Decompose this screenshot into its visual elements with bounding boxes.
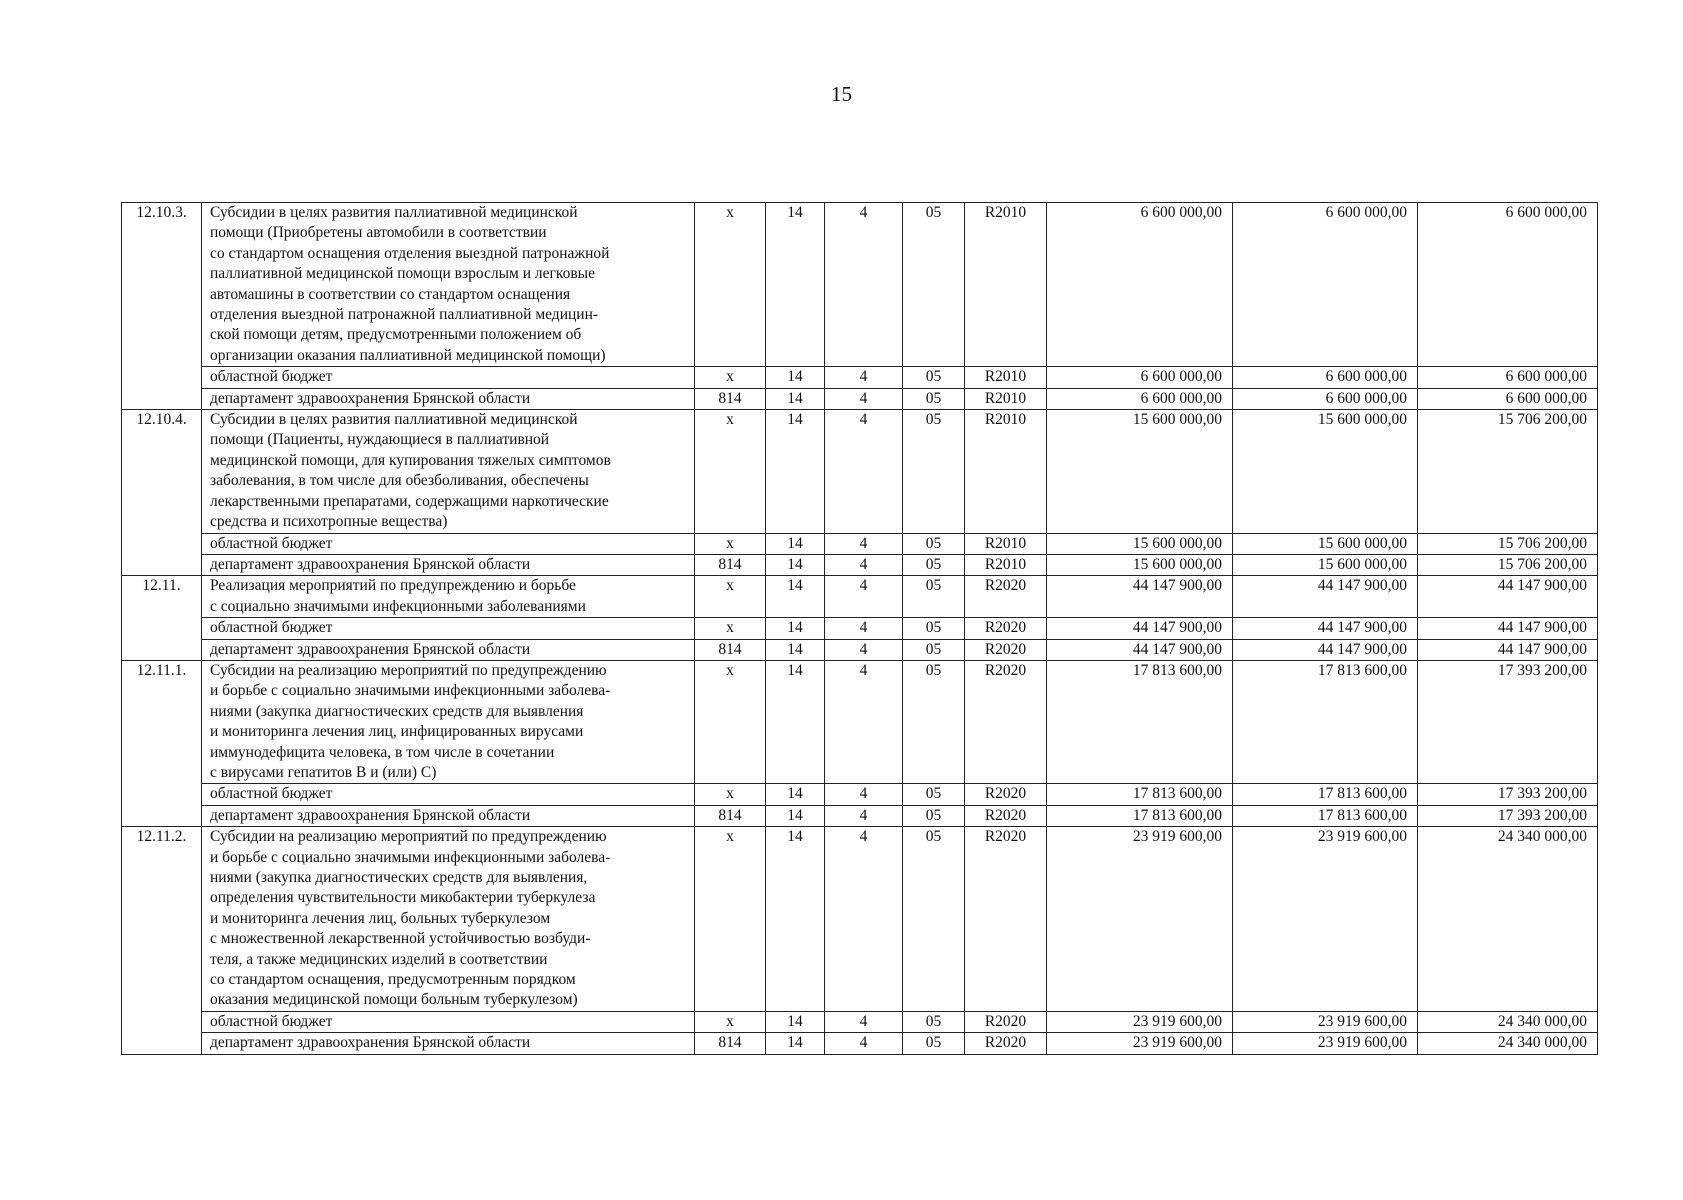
amount-year1-cell: 17 813 600,00 bbox=[1047, 660, 1233, 783]
amount-year1-cell: 17 813 600,00 bbox=[1047, 805, 1233, 826]
grbs-cell: 814 bbox=[695, 639, 766, 660]
description-cell bbox=[202, 784, 695, 805]
pr-cell: 4 bbox=[825, 533, 903, 554]
grbs-cell: 814 bbox=[695, 805, 766, 826]
description-line: департамент здравоохранения Брянской области bbox=[210, 555, 531, 573]
amount-year1-cell: 6 600 000,00 bbox=[1047, 203, 1233, 367]
amount-year2-cell: 44 147 900,00 bbox=[1233, 618, 1418, 639]
description-cell bbox=[202, 533, 695, 554]
rz-cell: 14 bbox=[766, 576, 825, 618]
amount-year1-cell: 15 600 000,00 bbox=[1047, 533, 1233, 554]
pr-cell: 4 bbox=[825, 203, 903, 367]
description-cell bbox=[202, 639, 695, 660]
amount-year3-cell: 44 147 900,00 bbox=[1418, 639, 1598, 660]
table-row bbox=[122, 1033, 1598, 1054]
grbs-cell: х bbox=[695, 203, 766, 367]
amount-year1-cell: 23 919 600,00 bbox=[1047, 827, 1233, 1012]
table-row bbox=[122, 618, 1598, 639]
pr-cell: 4 bbox=[825, 410, 903, 533]
amount-year2-cell: 15 600 000,00 bbox=[1233, 410, 1418, 533]
mp-cell: 05 bbox=[903, 533, 965, 554]
mp-cell: 05 bbox=[903, 388, 965, 409]
description-line: оказания медицинской помощи больным туберкулезом) bbox=[210, 991, 578, 1009]
amount-year3-cell: 17 393 200,00 bbox=[1418, 784, 1598, 805]
description-line: департамент здравоохранения Брянской области bbox=[210, 640, 531, 658]
description-line: лекарственными препаратами, содержащими наркотические bbox=[210, 492, 609, 510]
description-line: отделения выездной патронажной паллиативной медицин- bbox=[210, 306, 599, 324]
row-index-cell: 12.11. bbox=[122, 576, 202, 661]
description-line: ниями (закупка диагностических средств для выявления, bbox=[210, 869, 588, 886]
description-cell bbox=[202, 554, 695, 575]
mp-cell: 05 bbox=[903, 367, 965, 388]
rz-cell: 14 bbox=[766, 660, 825, 783]
table-row bbox=[122, 367, 1598, 388]
target-article-cell: R2010 bbox=[965, 203, 1047, 367]
amount-year2-cell: 23 919 600,00 bbox=[1233, 1033, 1418, 1054]
description-line: и борьбе с социально значимыми инфекционными заболева- bbox=[210, 848, 611, 866]
amount-year2-cell: 23 919 600,00 bbox=[1233, 827, 1418, 1012]
description-line: департамент здравоохранения Брянской области bbox=[210, 389, 531, 407]
row-index-cell: 12.11.2. bbox=[122, 827, 202, 1054]
mp-cell: 05 bbox=[903, 554, 965, 575]
pr-cell: 4 bbox=[825, 554, 903, 575]
amount-year3-cell: 24 340 000,00 bbox=[1418, 1033, 1598, 1054]
target-article-cell: R2020 bbox=[965, 1033, 1047, 1054]
description-line: со стандартом оснащения, предусмотренным порядком bbox=[210, 971, 576, 989]
description-cell bbox=[202, 618, 695, 639]
grbs-cell: х bbox=[695, 1011, 766, 1032]
amount-year1-cell: 44 147 900,00 bbox=[1047, 576, 1233, 618]
table-row bbox=[122, 203, 1598, 367]
amount-year2-cell: 17 813 600,00 bbox=[1233, 805, 1418, 826]
description-line: Субсидии в целях развития паллиативной медицинской bbox=[210, 411, 578, 429]
amount-year2-cell: 6 600 000,00 bbox=[1233, 388, 1418, 409]
grbs-cell: х bbox=[695, 367, 766, 388]
table-row bbox=[122, 1011, 1598, 1032]
description-line: департамент здравоохранения Брянской области bbox=[210, 806, 531, 824]
grbs-cell: х bbox=[695, 576, 766, 618]
amount-year2-cell: 6 600 000,00 bbox=[1233, 203, 1418, 367]
description-line: автомашины в соответствии со стандартом оснащения bbox=[210, 285, 571, 303]
target-article-cell: R2020 bbox=[965, 1011, 1047, 1032]
amount-year1-cell: 23 919 600,00 bbox=[1047, 1011, 1233, 1032]
target-article-cell: R2010 bbox=[965, 388, 1047, 409]
target-article-cell: R2020 bbox=[965, 639, 1047, 660]
amount-year3-cell: 24 340 000,00 bbox=[1418, 1011, 1598, 1032]
description-line: средства и психотропные вещества) bbox=[210, 513, 448, 531]
mp-cell: 05 bbox=[903, 203, 965, 367]
description-line: Субсидии на реализацию мероприятий по предупреждению bbox=[210, 828, 607, 846]
description-line: организации оказания паллиативной медицинской помощи) bbox=[210, 346, 606, 364]
target-article-cell: R2010 bbox=[965, 533, 1047, 554]
amount-year1-cell: 44 147 900,00 bbox=[1047, 618, 1233, 639]
mp-cell: 05 bbox=[903, 576, 965, 618]
table-row bbox=[122, 554, 1598, 575]
rz-cell: 14 bbox=[766, 367, 825, 388]
mp-cell: 05 bbox=[903, 805, 965, 826]
amount-year3-cell: 15 706 200,00 bbox=[1418, 410, 1598, 533]
pr-cell: 4 bbox=[825, 660, 903, 783]
description-line: медицинской помощи, для купирования тяжелых симптомов bbox=[210, 451, 611, 469]
mp-cell: 05 bbox=[903, 410, 965, 533]
amount-year1-cell: 15 600 000,00 bbox=[1047, 554, 1233, 575]
description-line: областной бюджет bbox=[210, 619, 333, 637]
amount-year2-cell: 23 919 600,00 bbox=[1233, 1011, 1418, 1032]
target-article-cell: R2020 bbox=[965, 576, 1047, 618]
description-line: заболевания, в том числе для обезболивания, обеспечены bbox=[210, 472, 589, 490]
row-index-cell: 12.10.3. bbox=[122, 203, 202, 410]
target-article-cell: R2020 bbox=[965, 827, 1047, 1012]
amount-year3-cell: 6 600 000,00 bbox=[1418, 367, 1598, 388]
rz-cell: 14 bbox=[766, 410, 825, 533]
amount-year2-cell: 6 600 000,00 bbox=[1233, 367, 1418, 388]
description-line: с множественной лекарственной устойчивостью возбуди- bbox=[210, 930, 591, 948]
table-row bbox=[122, 410, 1598, 533]
description-line: с социально значимыми инфекционными заболеваниями bbox=[210, 597, 586, 615]
description-cell bbox=[202, 367, 695, 388]
description-line: Реализация мероприятий по предупреждению и борьбе bbox=[210, 577, 576, 595]
mp-cell: 05 bbox=[903, 1011, 965, 1032]
mp-cell: 05 bbox=[903, 1033, 965, 1054]
description-cell bbox=[202, 805, 695, 826]
rz-cell: 14 bbox=[766, 203, 825, 367]
target-article-cell: R2010 bbox=[965, 367, 1047, 388]
description-line: ниями (закупка диагностических средств для выявления bbox=[210, 702, 584, 720]
grbs-cell: х bbox=[695, 618, 766, 639]
rz-cell: 14 bbox=[766, 1033, 825, 1054]
amount-year2-cell: 15 600 000,00 bbox=[1233, 533, 1418, 554]
rz-cell: 14 bbox=[766, 805, 825, 826]
amount-year3-cell: 6 600 000,00 bbox=[1418, 388, 1598, 409]
target-article-cell: R2020 bbox=[965, 784, 1047, 805]
description-line: ской помощи детям, предусмотренными положением об bbox=[210, 326, 582, 344]
grbs-cell: х bbox=[695, 410, 766, 533]
description-cell bbox=[202, 1033, 695, 1054]
amount-year2-cell: 17 813 600,00 bbox=[1233, 784, 1418, 805]
description-line: Субсидии в целях развития паллиативной медицинской bbox=[210, 204, 578, 221]
amount-year3-cell: 15 706 200,00 bbox=[1418, 533, 1598, 554]
amount-year3-cell: 44 147 900,00 bbox=[1418, 618, 1598, 639]
description-line: областной бюджет bbox=[210, 534, 333, 552]
grbs-cell: 814 bbox=[695, 1033, 766, 1054]
rz-cell: 14 bbox=[766, 533, 825, 554]
amount-year3-cell: 44 147 900,00 bbox=[1418, 576, 1598, 618]
description-cell bbox=[202, 1011, 695, 1032]
amount-year1-cell: 17 813 600,00 bbox=[1047, 784, 1233, 805]
page-number: 15 bbox=[831, 82, 852, 106]
budget-table bbox=[121, 202, 1598, 1055]
grbs-cell: х bbox=[695, 533, 766, 554]
pr-cell: 4 bbox=[825, 1011, 903, 1032]
target-article-cell: R2020 bbox=[965, 618, 1047, 639]
table-body bbox=[122, 203, 1598, 1055]
row-index-cell: 12.10.4. bbox=[122, 410, 202, 576]
description-line: и мониторинга лечения лиц, больных туберкулезом bbox=[210, 909, 551, 927]
pr-cell: 4 bbox=[825, 618, 903, 639]
description-line: областной бюджет bbox=[210, 1012, 333, 1030]
rz-cell: 14 bbox=[766, 827, 825, 1012]
table-row bbox=[122, 576, 1598, 618]
description-cell bbox=[202, 388, 695, 409]
amount-year2-cell: 15 600 000,00 bbox=[1233, 554, 1418, 575]
description-line: департамент здравоохранения Брянской области bbox=[210, 1034, 531, 1052]
grbs-cell: х bbox=[695, 827, 766, 1012]
description-cell bbox=[202, 203, 695, 367]
pr-cell: 4 bbox=[825, 827, 903, 1012]
rz-cell: 14 bbox=[766, 1011, 825, 1032]
pr-cell: 4 bbox=[825, 639, 903, 660]
table-row bbox=[122, 388, 1598, 409]
rz-cell: 14 bbox=[766, 618, 825, 639]
mp-cell: 05 bbox=[903, 827, 965, 1012]
table-row bbox=[122, 639, 1598, 660]
amount-year2-cell: 44 147 900,00 bbox=[1233, 576, 1418, 618]
pr-cell: 4 bbox=[825, 1033, 903, 1054]
amount-year3-cell: 17 393 200,00 bbox=[1418, 805, 1598, 826]
pr-cell: 4 bbox=[825, 388, 903, 409]
description-line: помощи (Пациенты, нуждающиеся в паллиативной bbox=[210, 431, 550, 449]
description-cell bbox=[202, 410, 695, 533]
description-line: Субсидии на реализацию мероприятий по предупреждению bbox=[210, 661, 607, 679]
rz-cell: 14 bbox=[766, 388, 825, 409]
grbs-cell: х bbox=[695, 784, 766, 805]
mp-cell: 05 bbox=[903, 784, 965, 805]
description-line: и борьбе с социально значимыми инфекционными заболева- bbox=[210, 682, 611, 700]
pr-cell: 4 bbox=[825, 784, 903, 805]
grbs-cell: х bbox=[695, 660, 766, 783]
rz-cell: 14 bbox=[766, 554, 825, 575]
table-row bbox=[122, 805, 1598, 826]
amount-year3-cell: 24 340 000,00 bbox=[1418, 827, 1598, 1012]
description-line: паллиативной медицинской помощи взрослым и легковые bbox=[210, 265, 595, 283]
description-line: со стандартом оснащения отделения выездной патронажной bbox=[210, 244, 610, 262]
amount-year1-cell: 44 147 900,00 bbox=[1047, 639, 1233, 660]
pr-cell: 4 bbox=[825, 805, 903, 826]
description-cell bbox=[202, 576, 695, 618]
rz-cell: 14 bbox=[766, 639, 825, 660]
amount-year3-cell: 6 600 000,00 bbox=[1418, 203, 1598, 367]
description-line: помощи (Приобретены автомобили в соответствии bbox=[210, 224, 547, 242]
mp-cell: 05 bbox=[903, 639, 965, 660]
mp-cell: 05 bbox=[903, 660, 965, 783]
target-article-cell: R2010 bbox=[965, 410, 1047, 533]
description-line: теля, а также медицинских изделий в соответствии bbox=[210, 950, 548, 968]
grbs-cell: 814 bbox=[695, 554, 766, 575]
amount-year2-cell: 44 147 900,00 bbox=[1233, 639, 1418, 660]
table-row bbox=[122, 784, 1598, 805]
description-line: иммунодефицита человека, в том числе в сочетании bbox=[210, 743, 555, 761]
amount-year1-cell: 15 600 000,00 bbox=[1047, 410, 1233, 533]
table-row bbox=[122, 533, 1598, 554]
description-cell bbox=[202, 827, 695, 1012]
description-line: областной бюджет bbox=[210, 785, 333, 803]
amount-year1-cell: 6 600 000,00 bbox=[1047, 367, 1233, 388]
grbs-cell: 814 bbox=[695, 388, 766, 409]
mp-cell: 05 bbox=[903, 618, 965, 639]
description-cell bbox=[202, 660, 695, 783]
amount-year1-cell: 23 919 600,00 bbox=[1047, 1033, 1233, 1054]
table-row bbox=[122, 660, 1598, 783]
target-article-cell: R2020 bbox=[965, 660, 1047, 783]
pr-cell: 4 bbox=[825, 576, 903, 618]
table-row bbox=[122, 827, 1598, 1012]
target-article-cell: R2020 bbox=[965, 805, 1047, 826]
description-line: определения чувствительности микобактерии туберкулеза bbox=[210, 889, 596, 907]
amount-year3-cell: 17 393 200,00 bbox=[1418, 660, 1598, 783]
target-article-cell: R2010 bbox=[965, 554, 1047, 575]
description-line: областной бюджет bbox=[210, 368, 333, 386]
description-line: и мониторинга лечения лиц, инфицированных вирусами bbox=[210, 723, 584, 741]
row-index-cell: 12.11.1. bbox=[122, 660, 202, 826]
amount-year2-cell: 17 813 600,00 bbox=[1233, 660, 1418, 783]
pr-cell: 4 bbox=[825, 367, 903, 388]
rz-cell: 14 bbox=[766, 784, 825, 805]
amount-year1-cell: 6 600 000,00 bbox=[1047, 388, 1233, 409]
description-line: с вирусами гепатитов В и (или) С) bbox=[210, 763, 437, 781]
amount-year3-cell: 15 706 200,00 bbox=[1418, 554, 1598, 575]
